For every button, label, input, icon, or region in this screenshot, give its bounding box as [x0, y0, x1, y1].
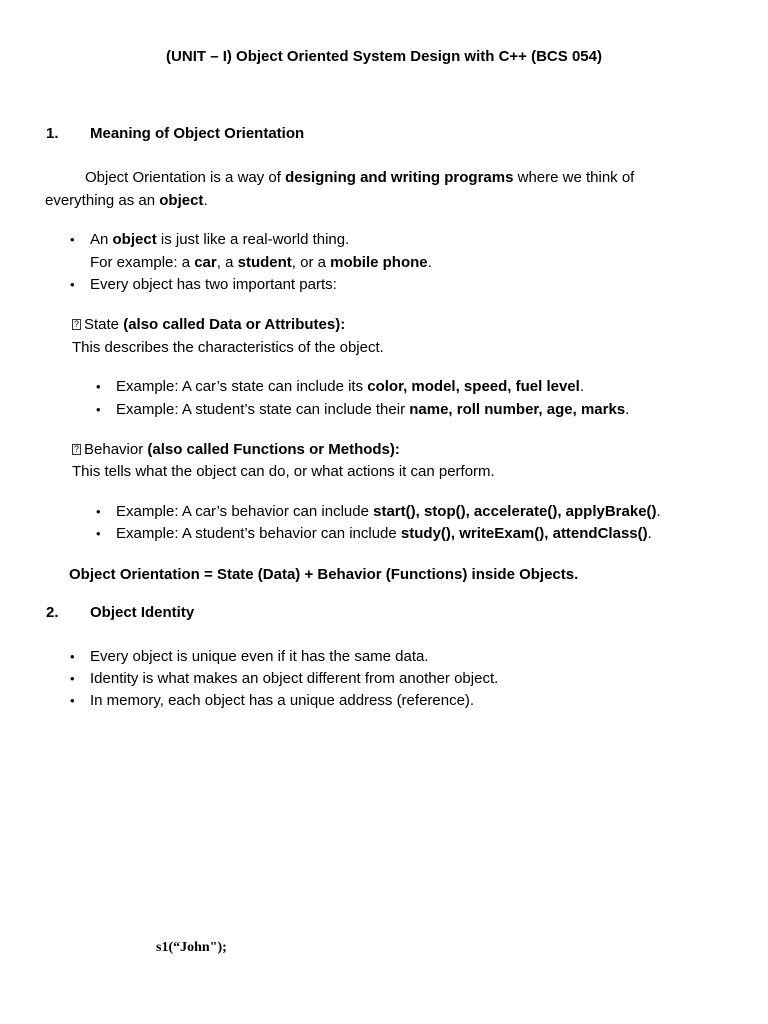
state-label: State — [84, 316, 124, 333]
example-emphasis: mobile phone — [330, 254, 428, 271]
code-fragment: s1(“John"); — [156, 940, 227, 955]
section-2-heading: Object Identity — [90, 604, 195, 621]
intro-emphasis: object — [159, 192, 204, 209]
list-item: • In memory, each object has a unique address (reference). — [90, 691, 474, 711]
missing-glyph-icon — [72, 444, 81, 455]
state-description: This describes the characteristics of the object. — [72, 339, 384, 356]
example-emphasis: start(), stop(), accelerate(), applyBrake() — [373, 503, 657, 520]
example-text: , or a — [291, 254, 331, 271]
section-1-heading: Meaning of Object Orientation — [90, 125, 305, 142]
section-2-number: 2. — [46, 604, 59, 621]
list-item — [116, 524, 652, 544]
example-emphasis: name, roll number, age, marks — [409, 401, 626, 418]
list-item: • Every object is unique even if it has the same data. — [90, 647, 429, 667]
example-text: . — [656, 503, 661, 520]
page-title: (UNIT – I) Object Oriented System Design with C++ (BCS 054) — [166, 48, 602, 65]
behavior-label-bold: (also called Functions or Methods): — [147, 441, 400, 458]
state-label-bold: (also called Data or Attributes): — [123, 316, 346, 333]
example-text: , a — [216, 254, 238, 271]
example-text: . — [625, 401, 630, 418]
example-text: For example: a — [90, 254, 195, 271]
behavior-description: This tells what the object can do, or what actions it can perform. — [72, 463, 495, 480]
intro-text: everything as an — [45, 192, 160, 209]
list-item-continuation — [90, 253, 432, 273]
list-item-emphasis: object — [112, 231, 157, 248]
intro-text: . — [203, 192, 208, 209]
behavior-heading — [72, 440, 400, 460]
intro-line-2 — [45, 191, 208, 211]
example-text: Example: A student’s behavior can include — [116, 525, 401, 542]
example-emphasis: student — [237, 254, 292, 271]
list-item: • Every object has two important parts: — [90, 275, 337, 295]
list-item — [90, 230, 349, 250]
intro-line-1 — [85, 168, 634, 188]
list-item — [116, 377, 584, 397]
example-text: Example: A car’s state can include its — [116, 378, 368, 395]
example-emphasis: study(), writeExam(), attendClass() — [400, 525, 648, 542]
intro-emphasis: designing and writing programs — [285, 169, 514, 186]
list-item — [116, 502, 661, 522]
state-heading — [72, 315, 345, 335]
intro-text: where we think of — [513, 169, 635, 186]
intro-text: Object Orientation is a way of — [85, 169, 286, 186]
example-text: Example: A student’s state can include their — [116, 401, 410, 418]
example-text: Example: A car’s behavior can include — [116, 503, 374, 520]
list-item-text: An — [90, 231, 113, 248]
example-text: . — [427, 254, 432, 271]
summary-statement: Object Orientation = State (Data) + Behavior (Functions) inside Objects. — [69, 566, 579, 583]
example-emphasis: car — [194, 254, 217, 271]
example-emphasis: color, model, speed, fuel level — [367, 378, 580, 395]
behavior-label: Behavior — [84, 441, 148, 458]
list-item-text: is just like a real-world thing. — [156, 231, 350, 248]
list-item: • Identity is what makes an object different from another object. — [90, 669, 498, 689]
missing-glyph-icon — [72, 319, 81, 330]
list-item — [116, 400, 629, 420]
example-text: . — [647, 525, 652, 542]
section-1-number: 1. — [46, 125, 59, 142]
example-text: . — [579, 378, 584, 395]
